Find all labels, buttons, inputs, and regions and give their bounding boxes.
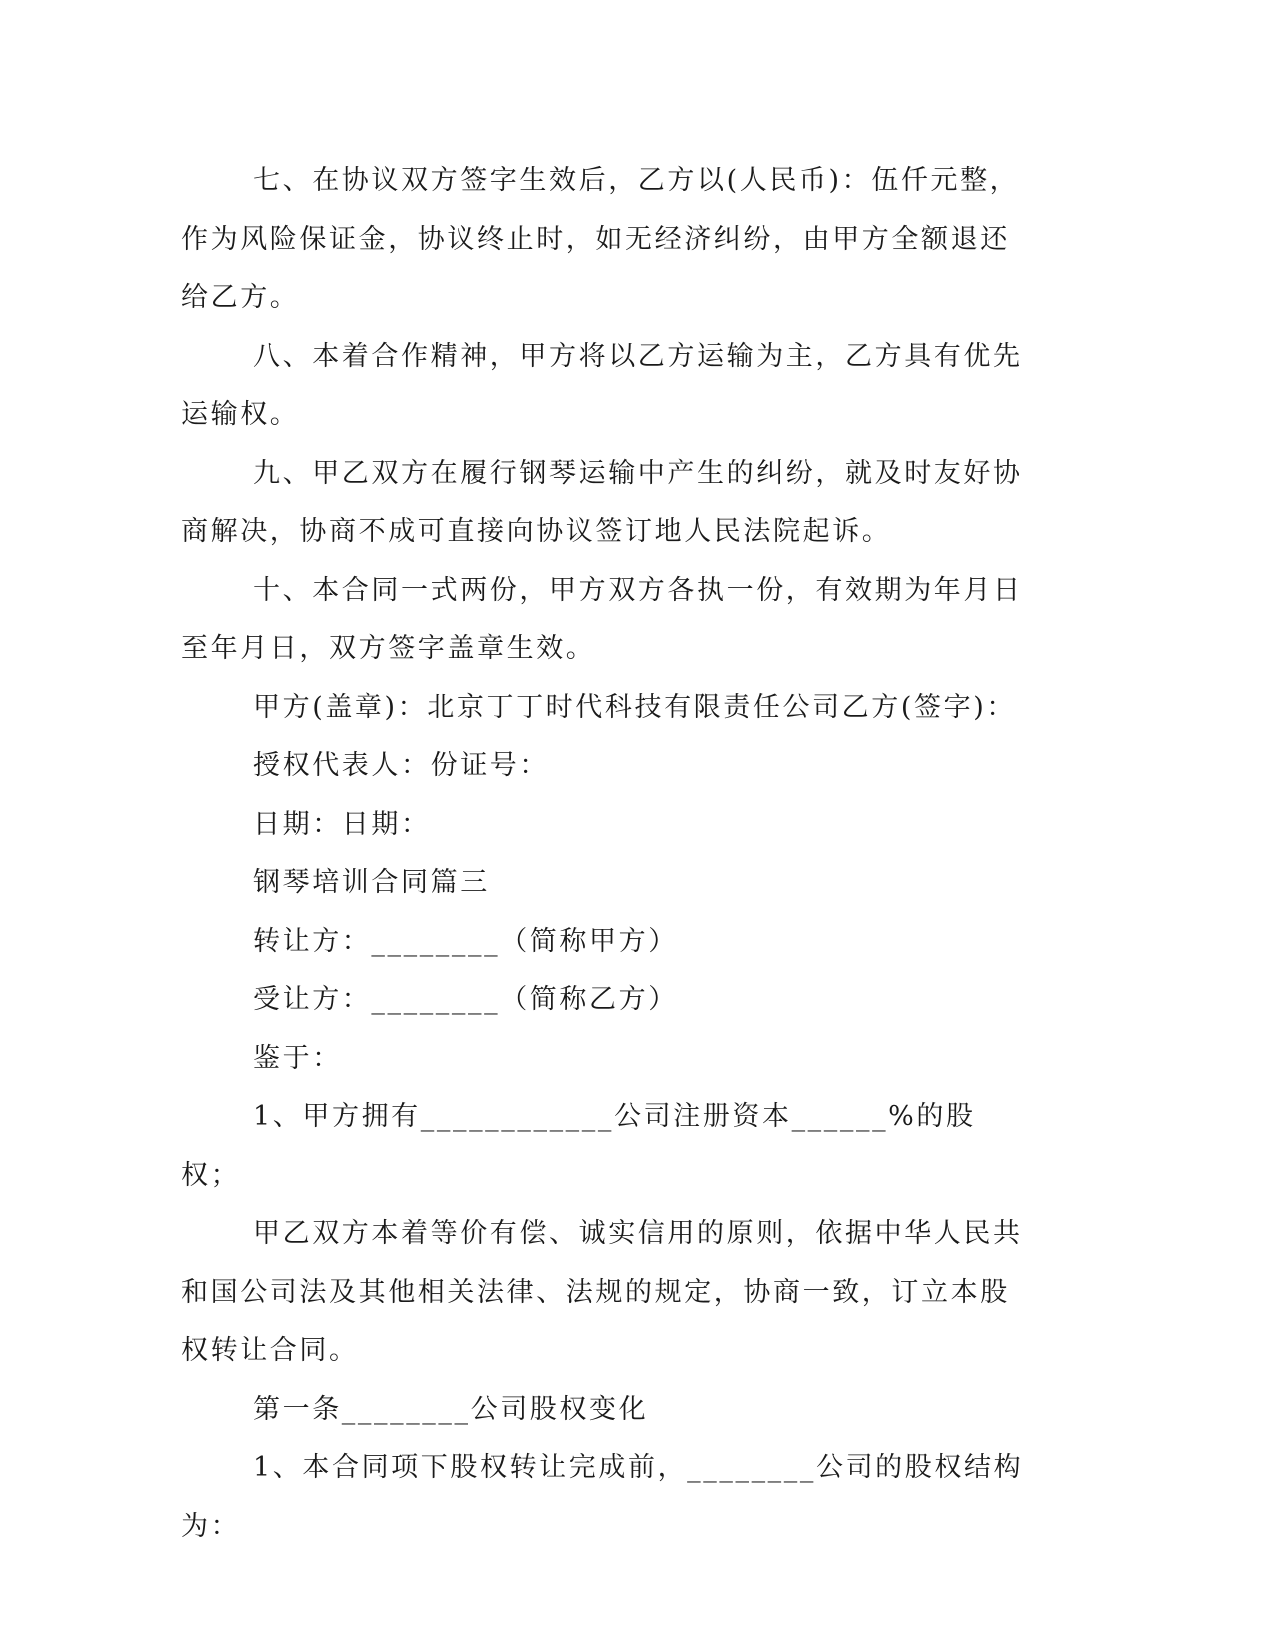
document-body bbox=[181, 152, 1026, 1556]
transferee-line: 受让方：________（简称乙方） bbox=[253, 984, 678, 1015]
signature-party-line: 甲方(盖章)：北京丁丁时代科技有限责任公司乙方(签字)： bbox=[253, 691, 1016, 723]
whereas-heading: 鉴于： bbox=[253, 1042, 342, 1074]
article-1-item-1: 1、本合同项下股权转让完成前，________公司的股权结构为： bbox=[181, 1452, 1024, 1542]
whereas-item-1: 1、甲方拥有____________公司注册资本______%的股权； bbox=[181, 1101, 976, 1191]
article-1-heading: 第一条________公司股权变化 bbox=[253, 1393, 649, 1425]
clause-7: 七、在协议双方签字生效后，乙方以(人民币)：伍仟元整，作为风险保证金，协议终止时，如无经济纠纷，由甲方全额退还给乙方。 bbox=[181, 165, 1020, 313]
transferor-line: 转让方：________（简称甲方） bbox=[253, 925, 678, 957]
preamble-paragraph: 甲乙双方本着等价有偿、诚实信用的原则，依据中华人民共和国公司法及其他相关法律、法规的规定，协商一致，订立本股权转让合同。 bbox=[181, 1218, 1023, 1366]
clause-10: 十、本合同一式两份，甲方双方各执一份，有效期为年月日至年月日，双方签字盖章生效。 bbox=[181, 574, 1023, 664]
signature-date-line: 日期：日期： bbox=[253, 808, 431, 840]
clause-8: 八、本着合作精神，甲方将以乙方运输为主，乙方具有优先运输权。 bbox=[181, 340, 1023, 430]
section-title: 钢琴培训合同篇三 bbox=[253, 867, 490, 898]
clause-9: 九、甲乙双方在履行钢琴运输中产生的纠纷，就及时友好协商解决，协商不成可直接向协议签订地人民法院起诉。 bbox=[181, 457, 1023, 547]
signature-representative-line: 授权代表人：份证号： bbox=[253, 750, 549, 781]
